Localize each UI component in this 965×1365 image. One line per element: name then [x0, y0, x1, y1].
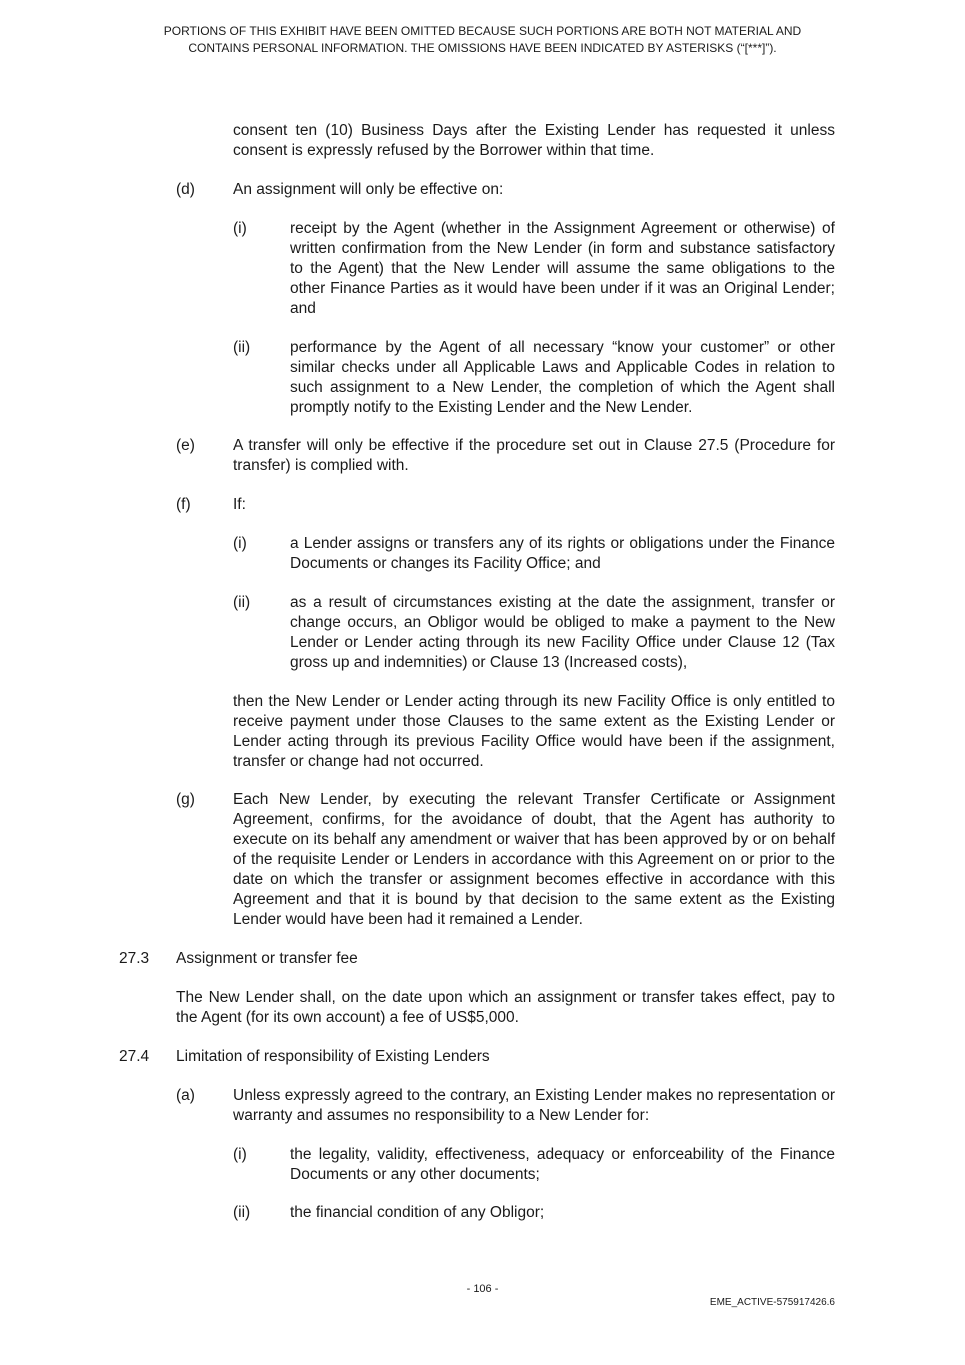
section-27-3-text: The New Lender shall, on the date upon which an assignment or transfer takes effect, pay to the Agent (for its own account) a fee of US$5,000. — [176, 989, 835, 1026]
section-27-4-heading: Limitation of responsibility of Existing Lenders — [176, 1048, 490, 1065]
clause-27-4-a-ii-label: (ii) — [233, 1204, 251, 1221]
clause-d-ii-text: performance by the Agent of all necessary “know your customer” or other similar checks under all Applicable Laws and Applicable Codes in relation to such assignment to a New Lender, the completion of which the Agent shall promptly notify to the Existing Lender and the New Lender. — [290, 339, 835, 416]
omission-notice-header — [0, 23, 965, 57]
clause-27-4-a-i-text: the legality, validity, effectiveness, adequacy or enforceability of the Finance Documents or any other documents; — [290, 1146, 835, 1183]
section-27-3-heading: Assignment or transfer fee — [176, 950, 358, 967]
clause-f-i-label: (i) — [233, 535, 247, 552]
continued-paragraph: consent ten (10) Business Days after the Existing Lender has requested it unless consent is expressly refused by the Borrower within that time. — [233, 122, 835, 159]
clause-f-label: (f) — [176, 496, 191, 513]
clause-d-ii-label: (ii) — [233, 339, 251, 356]
clause-27-4-a-ii-text: the financial condition of any Obligor; — [290, 1204, 545, 1221]
clause-f-i-text: a Lender assigns or transfers any of its rights or obligations under the Finance Documents or changes its Facility Office; and — [290, 535, 835, 572]
clause-e-text: A transfer will only be effective if the procedure set out in Clause 27.5 (Procedure for transfer) is complied with. — [233, 437, 835, 474]
clause-27-4-a-i-label: (i) — [233, 1146, 247, 1163]
clause-d-i-text: receipt by the Agent (whether in the Assignment Agreement or otherwise) of written confirmation from the New Lender (in form and substance satisfactory to the Agent) that the New Lender will assume the same obligations to the other Finance Parties as it would have been under if it was an Original Lender; and — [290, 220, 835, 317]
clause-f-ii-text: as a result of circumstances existing at the date the assignment, transfer or change occurs, an Obligor would be obliged to make a payment to the New Lender or Lender acting through its new Facility Office under Clause 12 (Tax gross up and indemnities) or Clause 13 (Increased costs), — [290, 594, 835, 671]
header-line-1: PORTIONS OF THIS EXHIBIT HAVE BEEN OMITTED BECAUSE SUCH PORTIONS ARE BOTH NOT MATERIAL AND — [163, 24, 802, 38]
clause-d-label: (d) — [176, 181, 195, 198]
clause-g-text: Each New Lender, by executing the relevant Transfer Certificate or Assignment Agreement, confirms, for the avoidance of doubt, that the Agent has authority to execute on its behalf any amendment or waiver that has been approved by or on behalf of the requisite Lender or Lenders in accordance with this Agreement on or prior to the date on which the transfer or assignment becomes effective in accordance with this Agreement and that it is bound by that decision to the same extent as the Existing Lender would have been had it remained a Lender. — [233, 791, 835, 928]
clause-d-text: An assignment will only be effective on: — [233, 181, 504, 198]
page-number: - 106 - — [466, 1283, 499, 1295]
clause-27-4-a-text: Unless expressly agreed to the contrary, an Existing Lender makes no representation or warranty and assumes no responsibility to a New Lender for: — [233, 1087, 835, 1124]
section-27-4-number: 27.4 — [119, 1048, 150, 1065]
clause-e-label: (e) — [176, 437, 195, 454]
clause-f-ii-label: (ii) — [233, 594, 251, 611]
header-line-2: CONTAINS PERSONAL INFORMATION. THE OMISSIONS HAVE BEEN INDICATED BY ASTERISKS (“[***]”). — [188, 41, 777, 55]
clause-g-label: (g) — [176, 791, 195, 808]
clause-f-then-text: then the New Lender or Lender acting through its new Facility Office is only entitled to receive payment under those Clauses to the same extent as the Existing Lender or Lender acting through its previous Facility Office would have been if the assignment, transfer or change had not occurred. — [233, 693, 835, 770]
section-27-3-number: 27.3 — [119, 950, 150, 967]
clause-f-text: If: — [233, 496, 246, 513]
document-id: EME_ACTIVE-575917426.6 — [709, 1297, 835, 1308]
clause-d-i-label: (i) — [233, 220, 247, 237]
clause-27-4-a-label: (a) — [176, 1087, 195, 1104]
